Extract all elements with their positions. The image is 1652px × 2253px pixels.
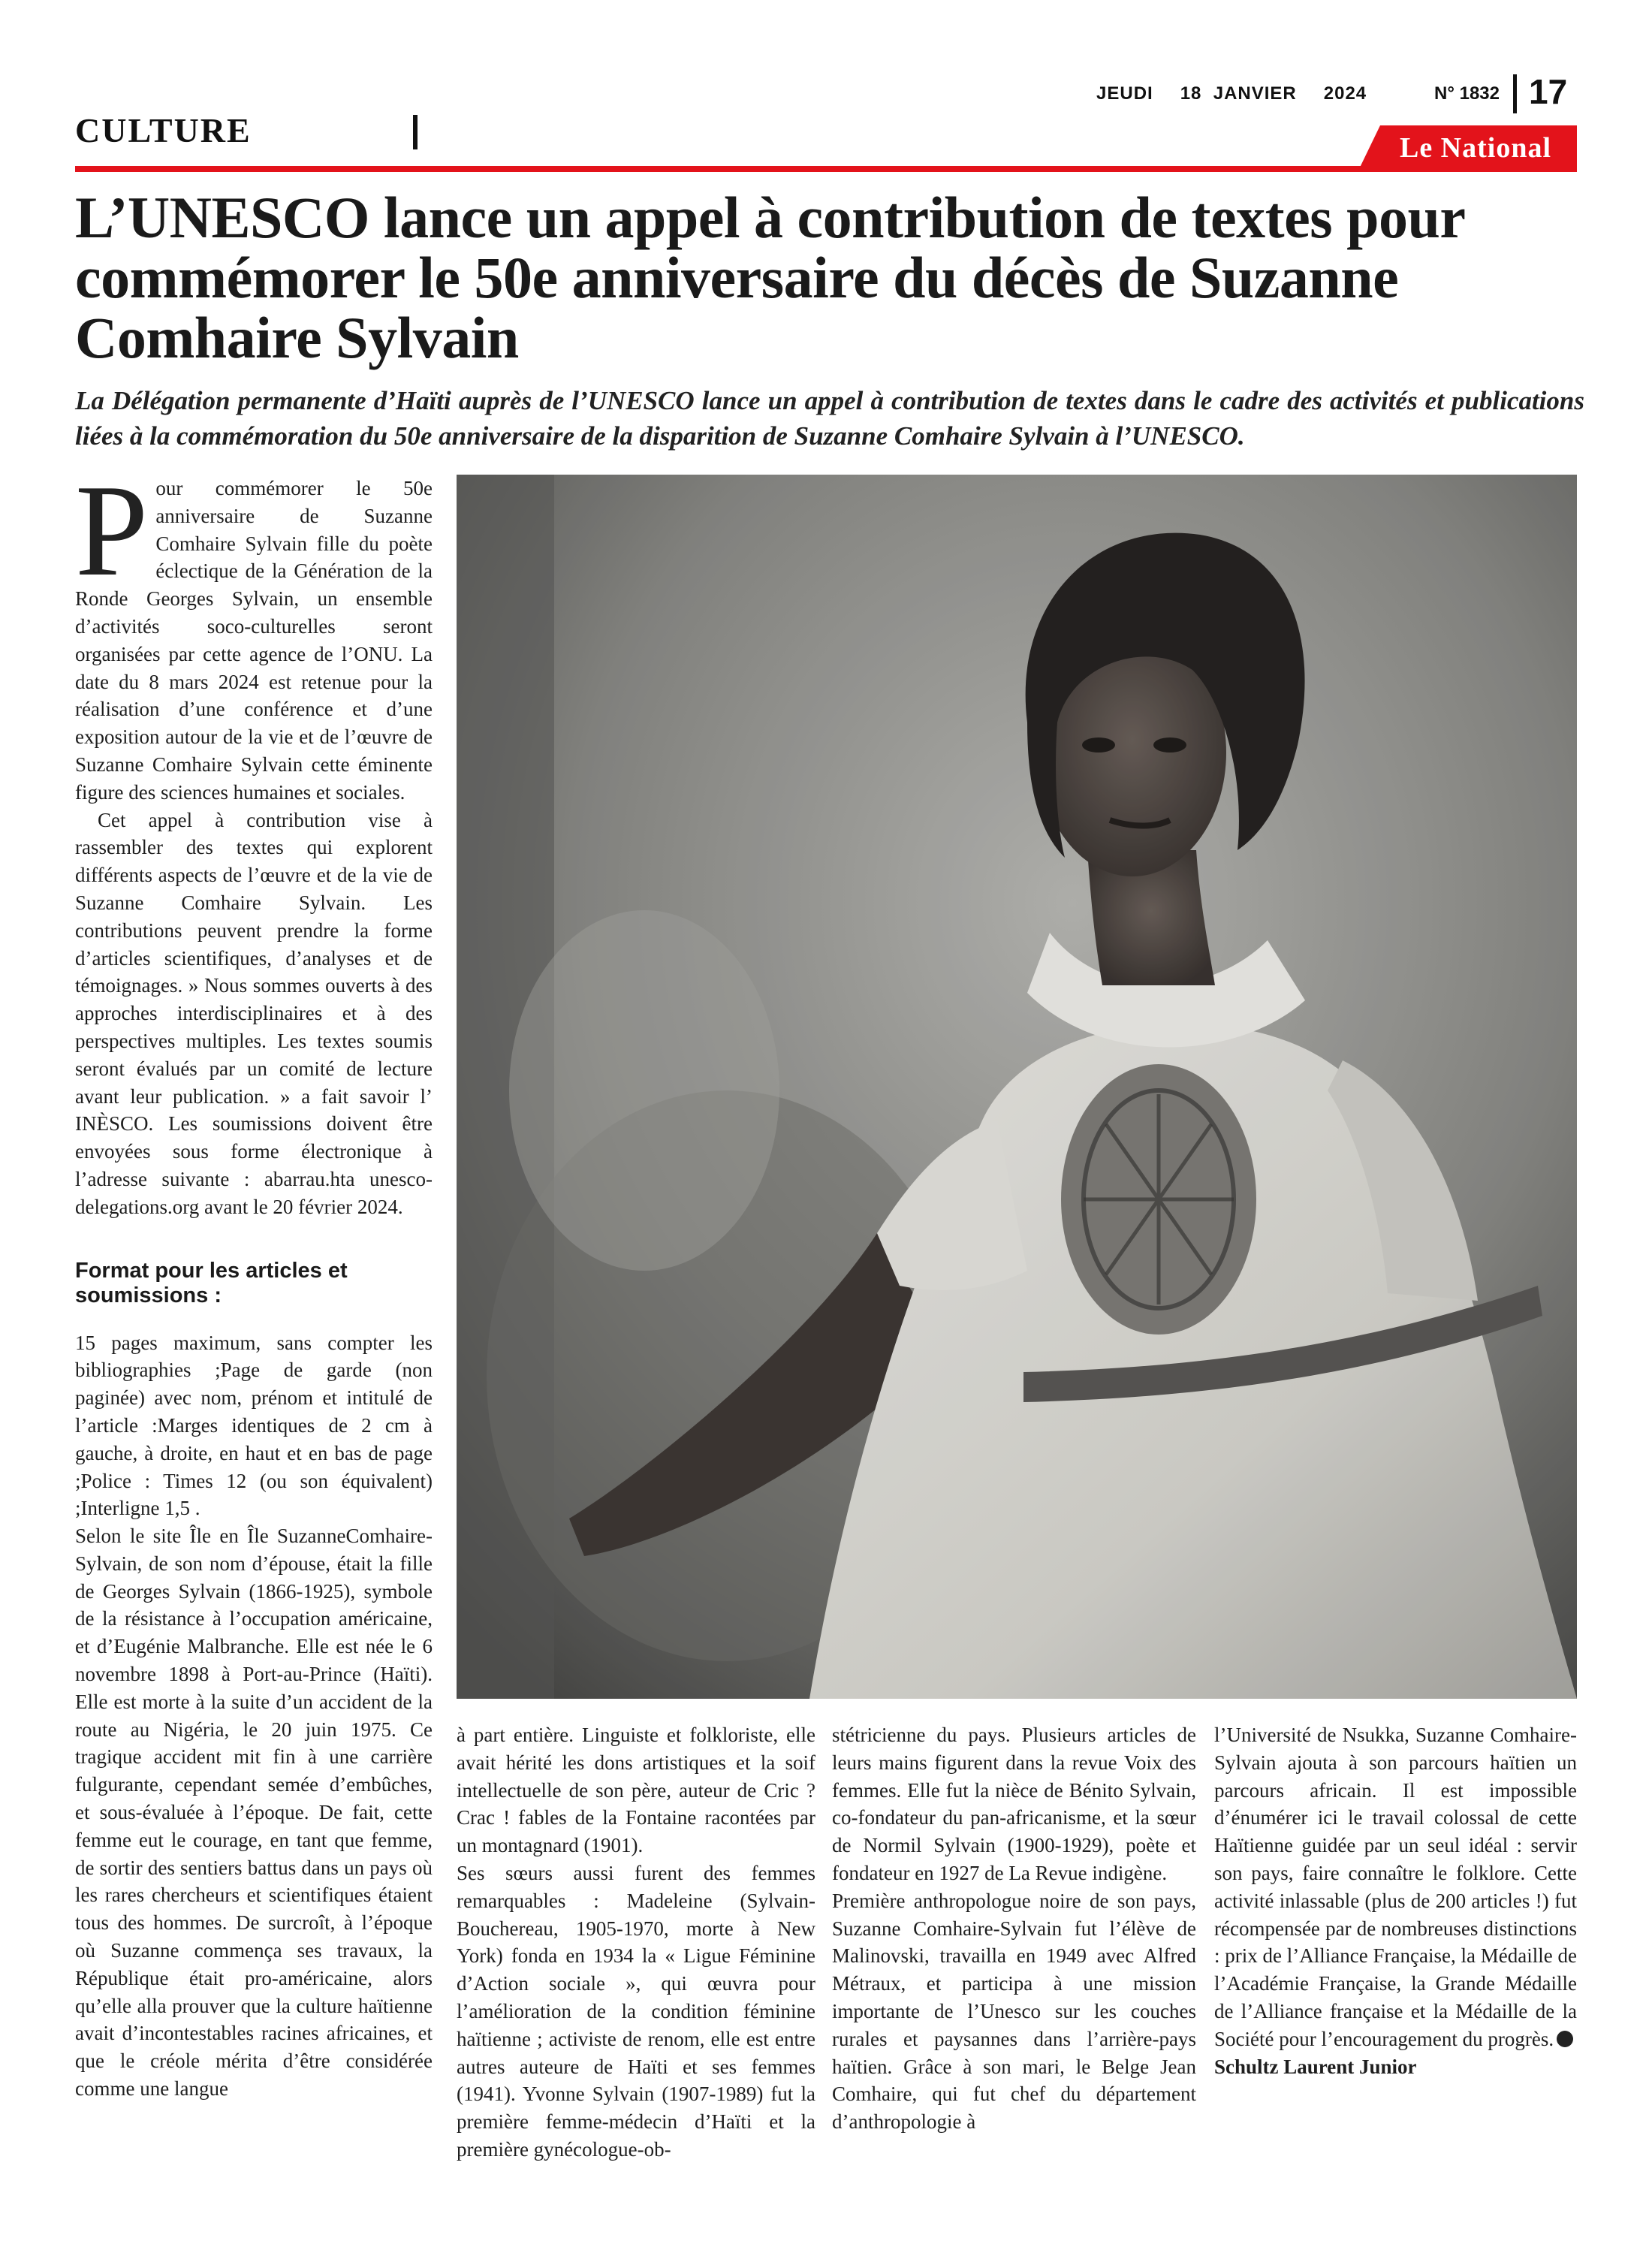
dateline: [1096, 83, 1394, 104]
portrait-photo: [457, 475, 1577, 1699]
paragraph-family: stétricienne du pays. Plusieurs articles de leurs mains figurent dans la revue Voix des femmes. Elle fut la nièce de Bénito Sylvain, co-fondateur du pan-africanisme, et la sœur de Normil Sylvain (1900-1929), poète et fondateur en 1927 de La Revue indigène.: [832, 1724, 1196, 1884]
issue-number: N° 1832: [1434, 83, 1500, 104]
drop-cap: P: [75, 457, 149, 603]
filled-circle-icon: [1557, 2031, 1573, 2047]
article-byline: Schultz Laurent Junior: [1214, 2055, 1417, 2078]
article-column-1: [75, 457, 433, 2103]
section-subhead: Format pour les articles et soumissions :: [75, 1258, 348, 1307]
paragraph-call: Cet appel à contribution vise à rassembler des textes qui explorent différents aspects de l’œuvre et de la vie de Suzanne Comhaire Sylvain. Les contributions peuvent prendre la forme d’articles scientifiques, d’analyses et de témoignages. » Nous sommes ouverts à des approches interdisciplinaires et à des perspectives multiples. Les textes soumis seront évalués par un comité de lecture avant leur publication. » a fait savoir l’ INÈSCO. Les soumissions doivent être envoyées sous forme électronique à l’adresse suivante : abarrau.hta unesco-delegations.org avant le 20 février 2024.: [75, 808, 433, 1218]
paragraph-biography: Selon le site Île en Île SuzanneComhaire-Sylvain, de son nom d’épouse, était la fille de Georges Sylvain (1866-1925), symbole de la résistance à l’occupation américaine, et d’Eugénie Malbranche. Elle est née le 6 novembre 1898 à Port-au-Prince (Haïti). Elle est morte à la suite d’un accident de la route au Nigéria, le 20 juin 1975. Ce tragique accident mit fin à une carrière fulgurante, cependant semée d’embûches, et sous-évaluée à l’époque. De fait, cette femme eut le courage, en tant que femme, de sortir des sentiers battus dans un pays où les rares chercheurs et scientifiques étaient tous des hommes. De surcroît, à l’époque où Suzanne commença ses travaux, la République était pro-américaine, alors qu’elle alla prouver que la culture haïtienne avait d’incontestables racines africaines, et que le créole mérita d’être considérée comme une langue: [75, 1525, 433, 2101]
paragraph-anthropologist: Première anthropologue noire de son pays, Suzanne Comhaire-Sylvain fut l’élève de Malinovski, travailla en 1949 avec Alfred Métraux, et participa à une mission importante de l’Unesco sur les couches rurales et paysannes dans l’arrière-pays haïtien. Grâce à son mari, le Belge Jean Comhaire, qui fut chef du département d’anthropologie à: [832, 1889, 1196, 2134]
article-column-4: [1214, 1721, 1577, 2080]
article-column-3: [832, 1721, 1196, 2136]
date-year: 2024: [1323, 83, 1367, 104]
paragraph-legacy: [1214, 1721, 1577, 2053]
paragraph-intro-text: our commémorer le 50e anniversaire de Suzanne Comhaire Sylvain fille du poète éclectique de la Génération de la Ronde Georges Sylvain, un ensemble d’activités soco-culturelles seront organisées par cette agence de l’ONU. La date du 8 mars 2024 est retenue pour la réalisation d’une conférence et d’une exposition autour de la vie et de l’œuvre de Suzanne Comhaire Sylvain cette éminente figure des sciences humaines et sociales.: [75, 477, 433, 804]
paragraph-format: 15 pages maximum, sans compter les bibliographies ;Page de garde (non paginée) avec nom, prénom et intitulé de l’article :Marges identiques de 2 cm à gauche, à droite, en haut et en bas de page ;Police : Times 12 (ou son équivalent) ;Interligne 1,5 .: [75, 1331, 433, 1520]
section-label: CULTURE: [75, 111, 252, 149]
paragraph-sisters: Ses sœurs aussi furent des femmes remarquables : Madeleine (Sylvain-Bouchereau, 1905-1970, morte à New York) fonda en 1934 la « Ligue Féminine d’Action sociale », qui œuvra pour l’amélioration de la condition féminine haïtienne ; activiste de renom, elle est entre autres auteure de Haïti et ses femmes (1941). Yvonne Sylvain (1907-1989) fut la première femme-médecin d’Haïti et la première gynécologue-ob-: [457, 1861, 815, 2161]
page-number-divider: [1513, 74, 1517, 113]
masthead-red-rule: [75, 166, 1577, 172]
photo-grain-tone: [457, 475, 1577, 1699]
article-column-2: [457, 1721, 815, 2164]
date-day-month: 18 JANVIER: [1180, 83, 1297, 104]
paragraph-legacy-text: l’Université de Nsukka, Suzanne Comhaire-Sylvain ajouta à son parcours haïtien un parcours africain. Il est impossible d’énumérer ici le travail colossal de cette Haïtienne guidée par un seul idéal : servir son pays, faire connaître le folklore. Cette activité inlassable (plus de 200 articles !) fut récompensée par de nombreuses distinctions : prix de l’Alliance Française, la Médaille de l’Académie Française, la Grande Médaille de l’Alliance française et la Médaille de la Société pour l’encouragement du progrès.: [1214, 1724, 1577, 2050]
masthead: [75, 71, 1577, 176]
paragraph-intro: [75, 457, 433, 807]
article-headline: L’UNESCO lance un appel à contribution de textes pour commémorer le 50e anniversaire du décès de Suzanne Comhaire Sylvain: [75, 185, 1465, 370]
paragraph-linguist: à part entière. Linguiste et folkloriste, elle avait hérité les dons artistiques et la soif intellectuelle de son père, auteur de Cric ? Crac ! fables de la Fontaine racontées par un montagnard (1901).: [457, 1724, 815, 1857]
section-divider: [413, 115, 418, 149]
page-number: 17: [1529, 72, 1568, 111]
article-lede: La Délégation permanente d’Haïti auprès de l’UNESCO lance un appel à contribution de textes dans le cadre des activités et publications liées à la commémoration du 50e anniversaire de la disparition de Suzanne Comhaire Sylvain à l’UNESCO.: [75, 386, 1584, 451]
brand-name: Le National: [1399, 132, 1552, 164]
date-day: JEUDI: [1096, 83, 1153, 104]
